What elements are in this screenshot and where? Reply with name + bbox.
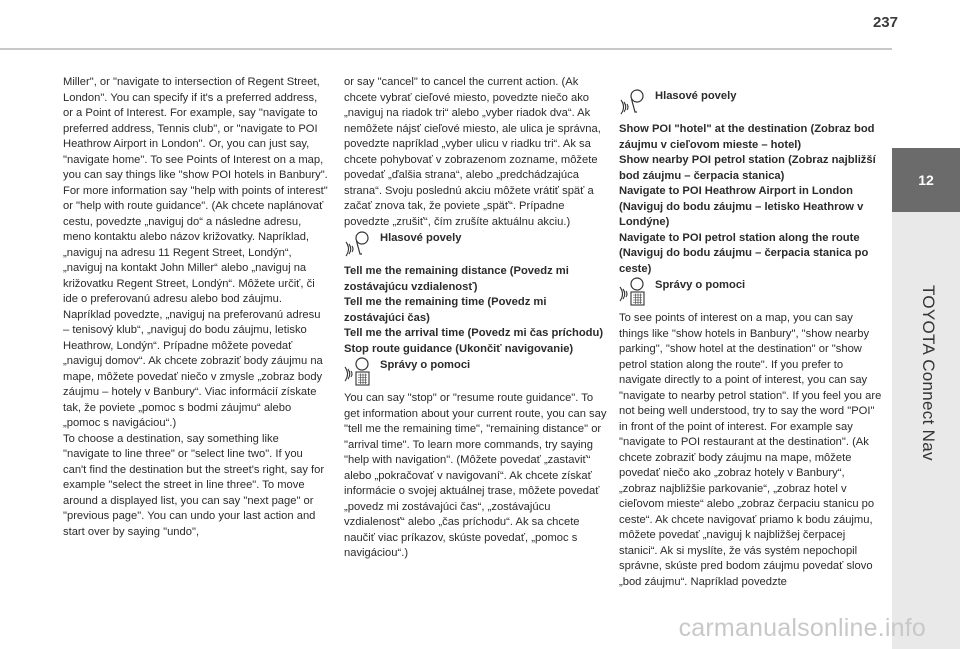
- command-item: Tell me the arrival time (Povedz mi čas príchodu): [344, 327, 604, 339]
- voice-command-icon: [619, 88, 649, 116]
- voice-commands-heading: Hlasové povely: [344, 230, 609, 258]
- help-messages-heading: Správy o pomoci: [619, 277, 884, 307]
- page-number: 237: [872, 14, 898, 31]
- command-item: Tell me the remaining distance (Povedz mi zostávajúcu vzdialenosť): [344, 265, 569, 293]
- chapter-number-tab: 12: [892, 148, 960, 212]
- voice-commands-heading: Hlasové povely: [619, 88, 884, 116]
- watermark: carmanualsonline.info: [678, 614, 926, 642]
- help-messages-heading: Správy o pomoci: [344, 357, 609, 387]
- column-2: [344, 75, 609, 562]
- help-message-icon: [344, 357, 374, 387]
- command-item: Show POI "hotel" at the destination (Zobraz bod záujmu v cieľovom mieste – hotel): [619, 123, 875, 151]
- paragraph: To choose a destination, say something like "navigate to line three" or "select line two". If you can't find the destination but the street's right, say for example "select the street in line three". To move around a displayed list, you can say "next page" or "previous page". You can undo your last action and start over by saying "undo",: [63, 432, 325, 538]
- command-item: Navigate to POI petrol station along the route (Naviguj do bodu záujmu – čerpacia stanica po ceste): [619, 231, 869, 275]
- paragraph: or say "cancel" to cancel the current action. (Ak chcete vybrať cieľové miesto, povedzte niečo ako „naviguj na riadok tri“ alebo „vyber riadok dva“. Ak nemôžete nájsť cieľové miesto, ale ulica je správna, povedzte napríklad „vyber ulicu v riadku tri“. Ak sa chcete pohybovať v zobrazenom zozname, môžete povedať „ďalšia strana“, alebo „predchádzajúca strana“. Svoju poslednú akciu môžete vrátiť späť a začať znova tak, že poviete „späť“. Prípadne povedzte „zrušiť“, čím zrušíte aktuálnu akciu.): [344, 76, 601, 228]
- top-divider: [0, 48, 892, 50]
- column-3: [619, 88, 884, 590]
- paragraph: To see points of interest on a map, you can say things like "show hotels in Banbury", "show nearby parking", "show hotel at the destination" or "show petrol station along the route". If you prefer to navigate directly to a point of interest, you can say "navigate to nearby petrol station". If you feel you are not being well understood, try to say the word "POI" in front of the point of interest. For example say "navigate to POI restaurant at the destination". (Ak chcete zobraziť body záujmu na mape, môžete povedať niečo ako „zobraz hotely v Banbury“, „zobraz najbližšie parkovanie“, „zobraz hotel v cieľovom mieste“ alebo „zobraz čerpaciu stanicu po ceste“. Ak chcete navigovať priamo k bodu záujmu, môžete povedať „naviguj k najbližšej čerpacej stanici“. Ak si myslíte, že vás systém nepochopil správne, skúste pred bodom záujmu povedať slovo „bod záujmu“. Napríklad povedzte: [619, 312, 882, 588]
- command-item: Navigate to POI Heathrow Airport in London (Naviguj do bodu záujmu – letisko Heathrow v Londýne): [619, 185, 864, 228]
- help-message-icon: [619, 277, 649, 307]
- paragraph: You can say "stop" or "resume route guidance". To get information about your current route, you can say "tell me the remaining time", "remaining distance" or "arrival time". To learn more commands, try saying "help with navigation". (Môžete povedať „zastaviť“ alebo „pokračovať v navigovaní“. Ak chcete získať informácie o svojej aktuálnej trase, môžete povedať „povedz mi zostávajúci čas“, „zostávajúcu vzdialenosť“ alebo „čas príchodu“. Ak sa chcete naučiť viac príkazov, skúste povedať, „pomoc s navigáciou“.): [344, 392, 607, 559]
- command-item: Stop route guidance (Ukončiť navigovanie): [344, 342, 574, 355]
- command-item: Tell me the remaining time (Povedz mi zostávajúci čas): [344, 296, 547, 324]
- command-item: Show nearby POI petrol station (Zobraz najbližší bod záujmu – čerpacia stanica): [619, 154, 876, 182]
- voice-command-icon: [344, 230, 374, 258]
- column-1: [63, 75, 328, 540]
- paragraph: Miller", or "navigate to intersection of Regent Street, London". You can specify if it's a preferred address, or a Point of Interest. For example, say "navigate to preferred address, Tennis club", or "navigate to POI Heathrow Airport in London". Or, you can just say, "navigate home". To see Points of Interest on a map, you can say things like "show POI hotels in Banbury". For more information say "help with points of interest" or "help with route guidance". (Ak chcete naplánovať cestu, povedzte „naviguj do“ a následne adresu, meno kontaktu alebo názov križovatky. Napríklad, „naviguj na adresu 11 Regent Street, Londýn“, „naviguj na kontakt John Miller“ alebo „naviguj na križovatku Regent Street, Londýn“. Môžete určiť, či ide o preferovanú adresu alebo bod záujmu. Napríklad povedzte, „naviguj na preferovanú adresu – tenisový klub“, „naviguj do bodu záujmu, letisko Heathrow, Londýn“. Prípadne môžete povedať „naviguj domov“. Ak chcete zobraziť body záujmu na mape, môžete povedať niečo v zmysle „zobraz body záujmu – hotely v Banbury“. Viac informácií získate tak, že poviete „pomoc s bodmi záujmu“ alebo „pomoc s navigáciou“.): [63, 76, 328, 429]
- chapter-title: TOYOTA Connect Nav: [919, 285, 938, 461]
